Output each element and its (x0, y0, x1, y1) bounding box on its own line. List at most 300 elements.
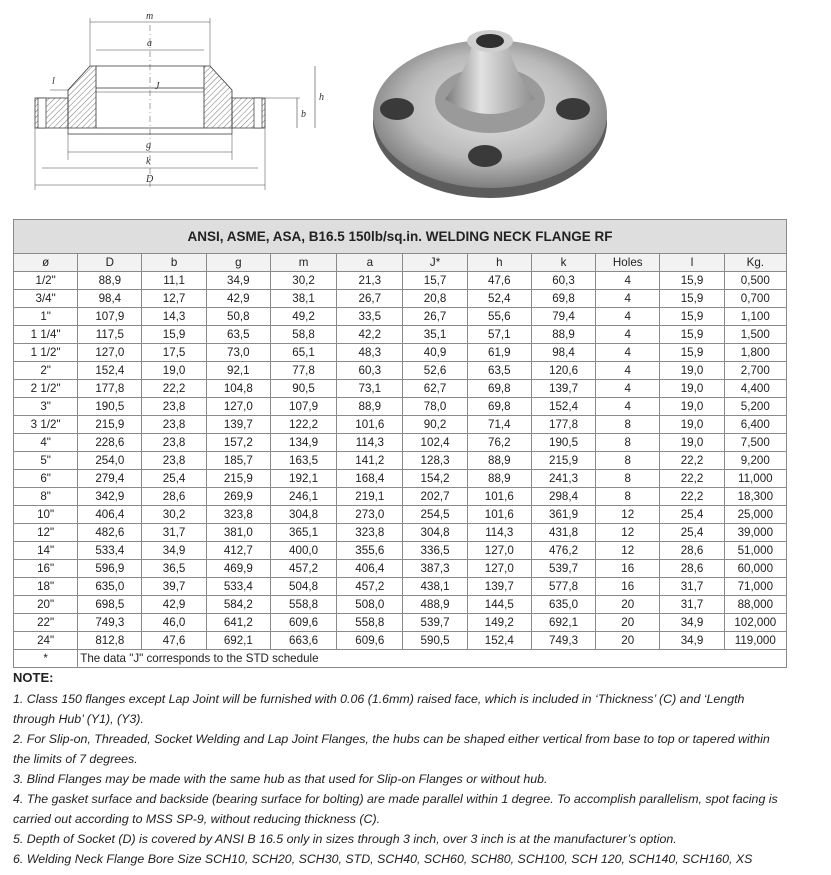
table-cell: 1 1/4" (14, 326, 78, 344)
table-cell: 190,5 (78, 398, 142, 416)
table-cell: 2 1/2" (14, 380, 78, 398)
table-cell: 23,8 (142, 452, 206, 470)
table-cell: 90,5 (270, 380, 336, 398)
table-cell: 457,2 (337, 578, 403, 596)
table-cell: 17,5 (142, 344, 206, 362)
table-cell: 119,000 (724, 632, 786, 650)
table-cell: 20 (596, 596, 660, 614)
dim-label-d: D (146, 174, 154, 185)
dim-label-m: m (146, 11, 154, 22)
table-cell: 139,7 (531, 380, 595, 398)
table-cell: 749,3 (531, 632, 595, 650)
table-cell: 16 (596, 560, 660, 578)
table-cell: 0,500 (724, 272, 786, 290)
column-header: Holes (596, 254, 660, 272)
table-row (14, 434, 787, 452)
table-cell: 4,400 (724, 380, 786, 398)
table-row (14, 488, 787, 506)
table-cell: 39,7 (142, 578, 206, 596)
table-cell: 457,2 (270, 560, 336, 578)
table-cell: 73,0 (206, 344, 270, 362)
table-cell: 9,200 (724, 452, 786, 470)
table-cell: 149,2 (467, 614, 531, 632)
table-cell: 438,1 (403, 578, 467, 596)
table-row (14, 416, 787, 434)
table-cell: 22,2 (660, 488, 724, 506)
flange-spec-table (13, 219, 787, 668)
table-cell: 19,0 (660, 362, 724, 380)
table-cell: 22,2 (142, 380, 206, 398)
table-row (14, 560, 787, 578)
table-cell: 539,7 (403, 614, 467, 632)
table-row (14, 542, 787, 560)
table-cell: 25,4 (660, 506, 724, 524)
table-cell: 5" (14, 452, 78, 470)
table-cell: 16" (14, 560, 78, 578)
table-cell: 5,200 (724, 398, 786, 416)
table-cell: 168,4 (337, 470, 403, 488)
table-row (14, 344, 787, 362)
table-row (14, 596, 787, 614)
table-cell: 62,7 (403, 380, 467, 398)
table-cell: 34,9 (660, 632, 724, 650)
table-cell: 20 (596, 632, 660, 650)
table-cell: 400,0 (270, 542, 336, 560)
table-cell: 381,0 (206, 524, 270, 542)
table-cell: 57,1 (467, 326, 531, 344)
table-cell: 406,4 (337, 560, 403, 578)
table-cell: 39,000 (724, 524, 786, 542)
table-cell: 139,7 (206, 416, 270, 434)
footnote-row (14, 650, 787, 668)
table-cell: 15,7 (403, 272, 467, 290)
table-cell: 163,5 (270, 452, 336, 470)
table-cell: 69,8 (531, 290, 595, 308)
table-cell: 28,6 (660, 542, 724, 560)
table-cell: 8 (596, 416, 660, 434)
table-cell: 42,9 (206, 290, 270, 308)
table-cell: 71,4 (467, 416, 531, 434)
table-cell: 4 (596, 398, 660, 416)
table-row (14, 290, 787, 308)
table-cell: 812,8 (78, 632, 142, 650)
dim-label-k: k (146, 156, 151, 167)
table-cell: 127,0 (467, 542, 531, 560)
column-header: Kg. (724, 254, 786, 272)
table-cell: 749,3 (78, 614, 142, 632)
table-cell: 31,7 (142, 524, 206, 542)
table-body (14, 272, 787, 650)
table-cell: 88,9 (467, 452, 531, 470)
table-cell: 4 (596, 272, 660, 290)
table-cell: 4 (596, 344, 660, 362)
table-cell: 323,8 (206, 506, 270, 524)
table-cell: 14" (14, 542, 78, 560)
table-cell: 609,6 (337, 632, 403, 650)
table-cell: 577,8 (531, 578, 595, 596)
table-cell: 323,8 (337, 524, 403, 542)
table-cell: 19,0 (142, 362, 206, 380)
table-cell: 596,9 (78, 560, 142, 578)
table-cell: 61,9 (467, 344, 531, 362)
table-cell: 34,9 (206, 272, 270, 290)
table-cell: 692,1 (206, 632, 270, 650)
table-cell: 3/4" (14, 290, 78, 308)
table-cell: 102,4 (403, 434, 467, 452)
table-cell: 590,5 (403, 632, 467, 650)
table-cell: 8 (596, 452, 660, 470)
table-cell: 50,8 (206, 308, 270, 326)
table-cell: 202,7 (403, 488, 467, 506)
table-cell: 1/2" (14, 272, 78, 290)
table-cell: 102,000 (724, 614, 786, 632)
table-cell: 215,9 (78, 416, 142, 434)
column-header: l (660, 254, 724, 272)
table-cell: 406,4 (78, 506, 142, 524)
table-cell: 558,8 (337, 614, 403, 632)
table-cell: 2" (14, 362, 78, 380)
table-cell: 412,7 (206, 542, 270, 560)
table-cell: 152,4 (78, 362, 142, 380)
table-title: ANSI, ASME, ASA, B16.5 150lb/sq.in. WELDING NECK FLANGE RF (14, 220, 787, 254)
table-row (14, 470, 787, 488)
dim-label-j: J (155, 81, 160, 92)
table-cell: 49,2 (270, 308, 336, 326)
table-cell: 4 (596, 362, 660, 380)
table-cell: 18" (14, 578, 78, 596)
table-cell: 25,4 (660, 524, 724, 542)
column-header-row (14, 254, 787, 272)
table-cell: 20,8 (403, 290, 467, 308)
table-row (14, 578, 787, 596)
table-cell: 1,800 (724, 344, 786, 362)
notes-section (13, 668, 787, 869)
table-cell: 88,9 (78, 272, 142, 290)
table-cell: 22,2 (660, 452, 724, 470)
dim-label-a: a (147, 38, 152, 49)
footnote-text: The data "J" corresponds to the STD schedule (78, 650, 787, 668)
table-cell: 88,000 (724, 596, 786, 614)
dim-label-b: b (301, 109, 306, 120)
table-cell: 254,0 (78, 452, 142, 470)
table-cell: 558,8 (270, 596, 336, 614)
table-cell: 4" (14, 434, 78, 452)
table-row (14, 452, 787, 470)
table-cell: 698,5 (78, 596, 142, 614)
table-cell: 6,400 (724, 416, 786, 434)
table-cell: 144,5 (467, 596, 531, 614)
table-cell: 387,3 (403, 560, 467, 578)
table-cell: 533,4 (78, 542, 142, 560)
table-cell: 10" (14, 506, 78, 524)
table-cell: 12,7 (142, 290, 206, 308)
table-cell: 8 (596, 470, 660, 488)
table-cell: 157,2 (206, 434, 270, 452)
table-row (14, 362, 787, 380)
table-row (14, 614, 787, 632)
table-cell: 304,8 (270, 506, 336, 524)
table-cell: 127,0 (467, 560, 531, 578)
table-cell: 52,4 (467, 290, 531, 308)
table-row (14, 524, 787, 542)
table-cell: 2,700 (724, 362, 786, 380)
table-cell: 19,0 (660, 398, 724, 416)
table-cell: 185,7 (206, 452, 270, 470)
table-row (14, 380, 787, 398)
table-cell: 122,2 (270, 416, 336, 434)
table-cell: 0,700 (724, 290, 786, 308)
table-cell: 60,3 (337, 362, 403, 380)
table-cell: 431,8 (531, 524, 595, 542)
table-cell: 78,0 (403, 398, 467, 416)
table-cell: 58,8 (270, 326, 336, 344)
table-cell: 692,1 (531, 614, 595, 632)
table-cell: 127,0 (206, 398, 270, 416)
table-cell: 76,2 (467, 434, 531, 452)
table-cell: 19,0 (660, 434, 724, 452)
note-item: 5. Depth of Socket (D) is covered by ANSI B 16.5 only in sizes through 3 inch, over 3 inch is at the manufacturer’s option. (13, 832, 677, 846)
table-cell: 482,6 (78, 524, 142, 542)
table-cell: 8 (596, 488, 660, 506)
table-cell: 154,2 (403, 470, 467, 488)
table-cell: 254,5 (403, 506, 467, 524)
table-cell: 177,8 (531, 416, 595, 434)
table-cell: 23,8 (142, 416, 206, 434)
note-item: 4. The gasket surface and backside (bearing surface for bolting) are made parallel within 1 degree. To accomplish parallelism, spot facing is carried out according to MSS SP-9, without reducing thickness (C). (13, 792, 778, 826)
table-cell: 18,300 (724, 488, 786, 506)
table-cell: 1 1/2" (14, 344, 78, 362)
table-cell: 355,6 (337, 542, 403, 560)
table-cell: 273,0 (337, 506, 403, 524)
table-cell: 14,3 (142, 308, 206, 326)
column-header: a (337, 254, 403, 272)
column-header: h (467, 254, 531, 272)
column-header: k (531, 254, 595, 272)
table-cell: 361,9 (531, 506, 595, 524)
table-cell: 152,4 (531, 398, 595, 416)
table-cell: 584,2 (206, 596, 270, 614)
table-cell: 15,9 (660, 326, 724, 344)
table-row (14, 326, 787, 344)
table-cell: 192,1 (270, 470, 336, 488)
table-cell: 609,6 (270, 614, 336, 632)
table-cell: 4 (596, 380, 660, 398)
table-cell: 365,1 (270, 524, 336, 542)
dim-label-g: g (146, 140, 151, 151)
footnote-symbol: * (14, 650, 78, 668)
table-cell: 47,6 (142, 632, 206, 650)
table-cell: 19,0 (660, 380, 724, 398)
table-cell: 26,7 (337, 290, 403, 308)
table-cell: 46,0 (142, 614, 206, 632)
table-cell: 117,5 (78, 326, 142, 344)
table-cell: 635,0 (78, 578, 142, 596)
table-cell: 11,000 (724, 470, 786, 488)
table-cell: 304,8 (403, 524, 467, 542)
table-cell: 15,9 (660, 344, 724, 362)
table-cell: 114,3 (337, 434, 403, 452)
table-cell: 469,9 (206, 560, 270, 578)
table-cell: 4 (596, 308, 660, 326)
dim-label-h: h (319, 92, 324, 103)
table-cell: 107,9 (78, 308, 142, 326)
table-cell: 246,1 (270, 488, 336, 506)
table-cell: 12" (14, 524, 78, 542)
table-cell: 30,2 (142, 506, 206, 524)
table-cell: 190,5 (531, 434, 595, 452)
flange-product-photo (365, 4, 615, 204)
table-cell: 12 (596, 524, 660, 542)
table-cell: 60,000 (724, 560, 786, 578)
column-header: D (78, 254, 142, 272)
table-cell: 279,4 (78, 470, 142, 488)
table-cell: 219,1 (337, 488, 403, 506)
table-cell: 12 (596, 542, 660, 560)
table-cell: 11,1 (142, 272, 206, 290)
table-cell: 51,000 (724, 542, 786, 560)
table-cell: 104,8 (206, 380, 270, 398)
table-cell: 28,6 (142, 488, 206, 506)
table-cell: 228,6 (78, 434, 142, 452)
table-cell: 641,2 (206, 614, 270, 632)
table-cell: 3" (14, 398, 78, 416)
table-cell: 55,6 (467, 308, 531, 326)
table-cell: 52,6 (403, 362, 467, 380)
table-cell: 71,000 (724, 578, 786, 596)
table-cell: 635,0 (531, 596, 595, 614)
table-cell: 128,3 (403, 452, 467, 470)
table-cell: 65,1 (270, 344, 336, 362)
table-cell: 92,1 (206, 362, 270, 380)
table-cell: 36,5 (142, 560, 206, 578)
table-cell: 8" (14, 488, 78, 506)
table-cell: 134,9 (270, 434, 336, 452)
table-cell: 31,7 (660, 596, 724, 614)
flange-dimension-diagram (0, 0, 360, 215)
note-item: 1. Class 150 flanges except Lap Joint will be furnished with 0.06 (1.6mm) raised face, which is included in ‘Thickness’ (C) and ‘Length through Hub’ (Y1), (Y3). (13, 692, 745, 726)
column-header: ø (14, 254, 78, 272)
table-cell: 47,6 (467, 272, 531, 290)
table-cell: 269,9 (206, 488, 270, 506)
table-row (14, 632, 787, 650)
table-cell: 241,3 (531, 470, 595, 488)
table-cell: 88,9 (531, 326, 595, 344)
table-cell: 139,7 (467, 578, 531, 596)
table-cell: 34,9 (660, 614, 724, 632)
table-cell: 663,6 (270, 632, 336, 650)
table-cell: 23,8 (142, 398, 206, 416)
table-cell: 1,100 (724, 308, 786, 326)
dim-label-l: l (52, 76, 55, 87)
table-cell: 488,9 (403, 596, 467, 614)
table-cell: 22,2 (660, 470, 724, 488)
table-cell: 336,5 (403, 542, 467, 560)
table-cell: 8 (596, 434, 660, 452)
table-cell: 63,5 (467, 362, 531, 380)
table-cell: 4 (596, 290, 660, 308)
table-cell: 215,9 (531, 452, 595, 470)
table-cell: 42,9 (142, 596, 206, 614)
table-cell: 15,9 (660, 308, 724, 326)
note-item: 2. For Slip-on, Threaded, Socket Welding and Lap Joint Flanges, the hubs can be shaped either vertical from base to top or tapered within the limits of 7 degrees. (13, 732, 770, 766)
table-cell: 476,2 (531, 542, 595, 560)
table-cell: 90,2 (403, 416, 467, 434)
table-cell: 73,1 (337, 380, 403, 398)
table-cell: 28,6 (660, 560, 724, 578)
table-cell: 69,8 (467, 398, 531, 416)
table-cell: 508,0 (337, 596, 403, 614)
table-cell: 60,3 (531, 272, 595, 290)
table-cell: 69,8 (467, 380, 531, 398)
table-cell: 19,0 (660, 416, 724, 434)
table-cell: 23,8 (142, 434, 206, 452)
table-cell: 12 (596, 506, 660, 524)
table-cell: 40,9 (403, 344, 467, 362)
table-cell: 1" (14, 308, 78, 326)
table-cell: 31,7 (660, 578, 724, 596)
table-cell: 504,8 (270, 578, 336, 596)
table-cell: 25,000 (724, 506, 786, 524)
table-row (14, 272, 787, 290)
table-cell: 26,7 (403, 308, 467, 326)
table-cell: 3 1/2" (14, 416, 78, 434)
table-cell: 101,6 (337, 416, 403, 434)
table-cell: 15,9 (660, 272, 724, 290)
note-item: 3. Blind Flanges may be made with the same hub as that used for Slip-on Flanges or without hub. (13, 772, 548, 786)
column-header: m (270, 254, 336, 272)
table-cell: 30,2 (270, 272, 336, 290)
table-cell: 16 (596, 578, 660, 596)
table-row (14, 398, 787, 416)
table-cell: 48,3 (337, 344, 403, 362)
table-cell: 533,4 (206, 578, 270, 596)
table-cell: 4 (596, 326, 660, 344)
table-cell: 101,6 (467, 488, 531, 506)
table-cell: 38,1 (270, 290, 336, 308)
table-cell: 1,500 (724, 326, 786, 344)
table-cell: 34,9 (142, 542, 206, 560)
table-cell: 107,9 (270, 398, 336, 416)
table-cell: 539,7 (531, 560, 595, 578)
table-cell: 42,2 (337, 326, 403, 344)
table-cell: 152,4 (467, 632, 531, 650)
table-cell: 141,2 (337, 452, 403, 470)
table-cell: 25,4 (142, 470, 206, 488)
table-cell: 6" (14, 470, 78, 488)
table-cell: 63,5 (206, 326, 270, 344)
table-cell: 127,0 (78, 344, 142, 362)
table-cell: 21,3 (337, 272, 403, 290)
table-cell: 177,8 (78, 380, 142, 398)
table-cell: 88,9 (337, 398, 403, 416)
table-cell: 79,4 (531, 308, 595, 326)
table-cell: 35,1 (403, 326, 467, 344)
table-row (14, 506, 787, 524)
table-cell: 7,500 (724, 434, 786, 452)
notes-heading: NOTE: (13, 670, 54, 685)
table-cell: 215,9 (206, 470, 270, 488)
table-cell: 20" (14, 596, 78, 614)
column-header: J* (403, 254, 467, 272)
column-header: g (206, 254, 270, 272)
table-cell: 114,3 (467, 524, 531, 542)
table-cell: 22" (14, 614, 78, 632)
table-cell: 98,4 (78, 290, 142, 308)
table-cell: 88,9 (467, 470, 531, 488)
table-cell: 298,4 (531, 488, 595, 506)
table-cell: 20 (596, 614, 660, 632)
table-cell: 120,6 (531, 362, 595, 380)
